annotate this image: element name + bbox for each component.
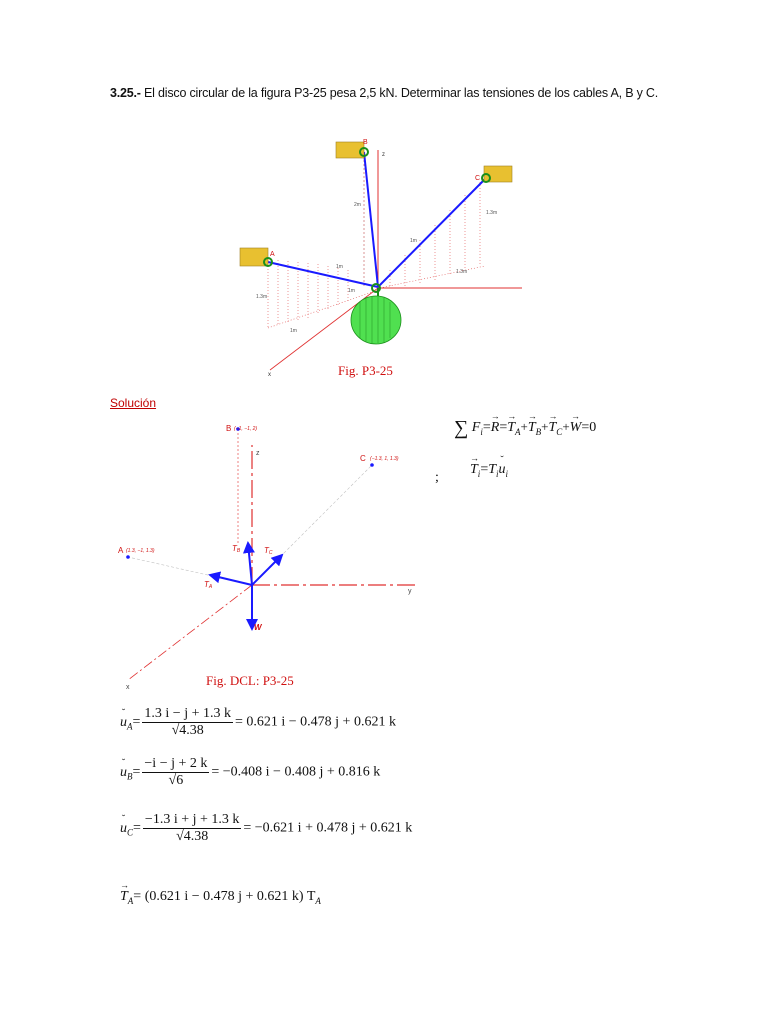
dcl-coords-a: (1.3, −1, 1.3) <box>126 548 155 554</box>
cable-b <box>364 152 378 287</box>
dcl-y-label: y <box>408 588 412 595</box>
figure-p3-25 <box>230 130 530 380</box>
dcl-z-label: z <box>256 450 260 457</box>
dim-7: 1m <box>290 328 297 334</box>
unit-vector-b: ˘ $u_B=$ $\frac{-i - j + 2 k}{√6}$ = −0.408 i − 0.408 j + 0.816 k <box>120 756 380 789</box>
uc-den: √4.38 <box>176 829 209 844</box>
fig1-label-a: A <box>270 251 275 258</box>
equilibrium-equation: ∑ $F_i=\to R=\to T_A+\to T_B+\to T_C+\to W=0$ <box>454 417 596 440</box>
uc-num: −1.3 i + j + 1.3 k <box>144 812 240 827</box>
dcl-tc-label: TC <box>264 546 273 556</box>
problem-statement <box>110 86 658 100</box>
dcl-label-a: A <box>118 546 124 555</box>
force-ta <box>210 575 252 585</box>
dim-5: 1m <box>336 264 343 270</box>
solucion-heading: Solución <box>110 396 157 410</box>
disk <box>351 296 401 344</box>
unit-vector-c: ˘ $u_C=$ $\frac{-1.3 i + j + 1.3 k}{√4.38}$ = −0.621 i + 0.478 j + 0.621 k <box>120 812 412 845</box>
ta-expr: = (0.621 i − 0.478 j + 0.621 k) T <box>133 889 316 904</box>
semicolon: ; <box>435 470 439 485</box>
dcl-coords-c: (−1.3, 1, 1.3) <box>370 456 399 462</box>
problem-text: El disco circular de la figura P3-25 pesa 2,5 kN. Determinar las tensiones de los cables A, B y C. <box>140 86 659 100</box>
dcl-axis-x <box>128 585 252 680</box>
dim-2: 1.3m <box>486 210 498 216</box>
dim-6: 1m <box>348 288 355 294</box>
uc-result: = −0.621 i + 0.478 j + 0.621 k <box>243 820 413 836</box>
dcl-point-a <box>126 555 130 559</box>
ub-result: = −0.408 i − 0.408 j + 0.816 k <box>211 764 381 780</box>
tension-a-vector: → $T_A= (0.621$ i − 0.478 j + 0.621 k) $T_A$ <box>120 889 321 906</box>
dim-4: 1.3m <box>256 294 268 300</box>
fig1-z-label: z <box>382 152 385 158</box>
dcl-x-label: x <box>126 684 130 690</box>
cable-a <box>268 262 378 287</box>
fig1-label-c: C <box>475 175 481 182</box>
force-tc <box>252 555 282 585</box>
ua-den: √4.38 <box>171 723 204 738</box>
fig1-x-label: x <box>268 372 271 378</box>
ua-num: 1.3 i − j + 1.3 k <box>144 706 231 721</box>
dcl-point-c <box>370 463 374 467</box>
dcl-label-c: C <box>360 454 366 463</box>
ub-den: √6 <box>168 773 184 788</box>
dcl-coords-b: (−1, −1, 2) <box>234 426 258 432</box>
dim-1: 2m <box>354 202 361 208</box>
ub-num: −i − j + 2 k <box>144 756 208 771</box>
dcl-label-b: B <box>226 424 232 433</box>
figure-dcl <box>110 415 430 690</box>
problem-number: 3.25.- <box>110 86 141 100</box>
tension-definition: → $T_i=T_i˘$ $u_i$ <box>470 462 508 479</box>
ua-result: = 0.621 i − 0.478 j + 0.621 k <box>234 714 396 730</box>
fig1-caption: Fig. P3-25 <box>338 363 393 378</box>
dcl-w-label: W <box>254 623 262 632</box>
unit-vector-a: ˘ $u_A=$ $\frac{1.3 i - j + 1.3 k}{√4.38}$ = 0.621 i − 0.478 j + 0.621 k <box>120 706 396 739</box>
dcl-ta-label: TA <box>204 580 213 590</box>
dim-8: 1m <box>410 238 417 244</box>
dcl-tb-label: TB <box>232 544 241 554</box>
cable-c <box>378 178 486 287</box>
fig1-label-b: B <box>363 139 368 146</box>
dim-3: 1.3m <box>456 269 468 275</box>
fig2-caption: Fig. DCL: P3-25 <box>206 673 294 688</box>
